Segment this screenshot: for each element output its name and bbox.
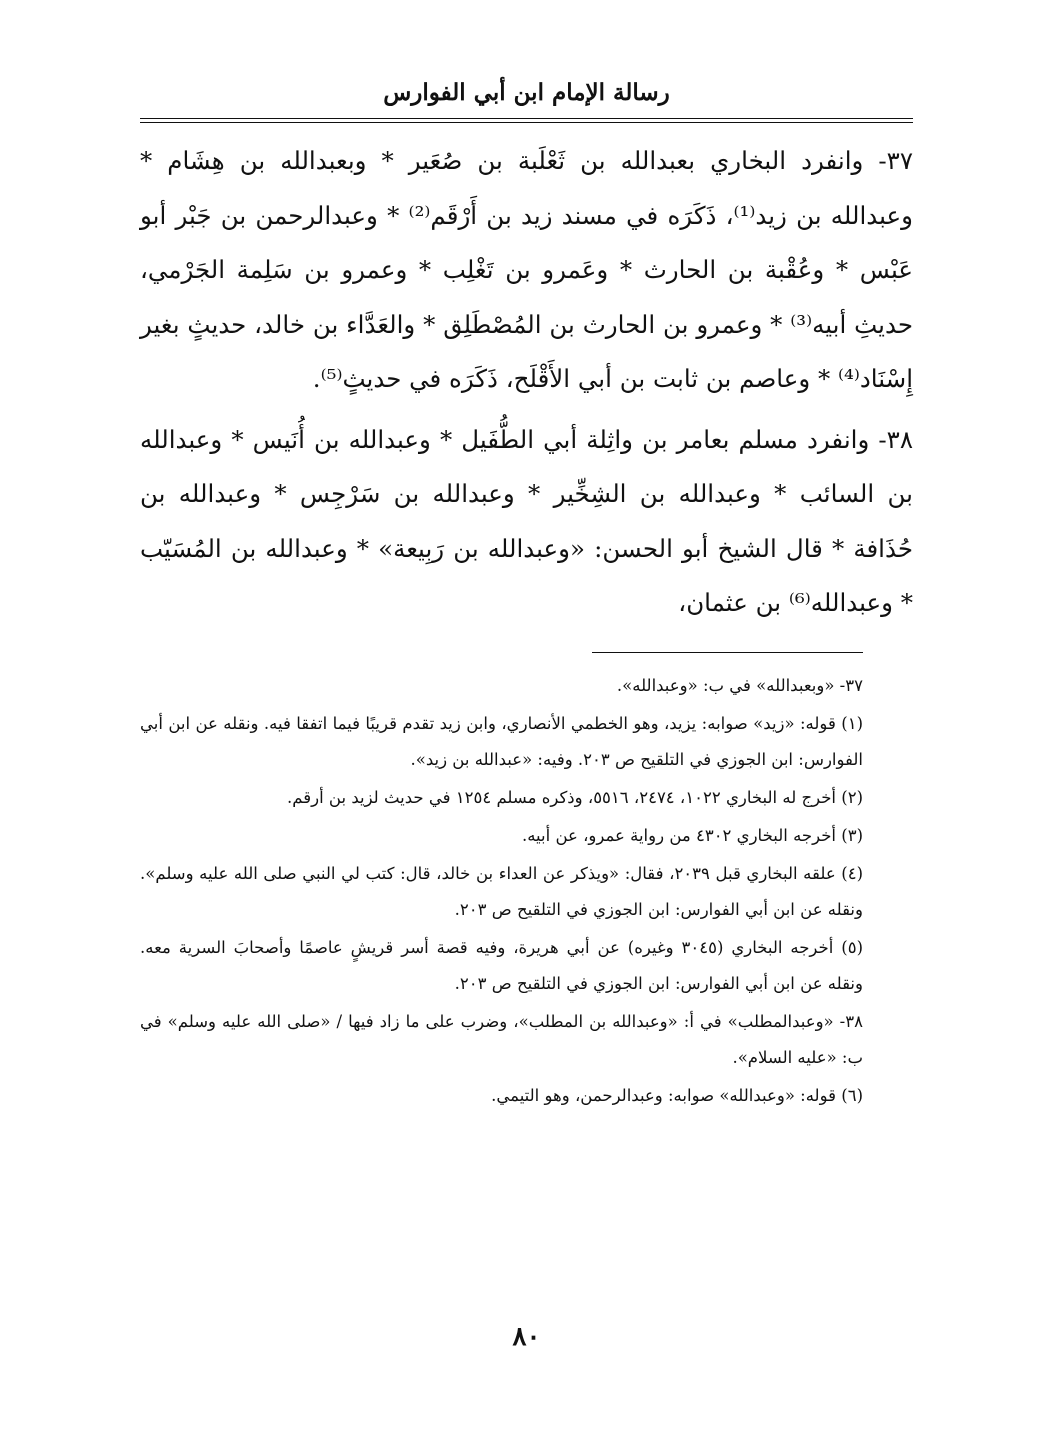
header-rule-thick [140,118,913,119]
paragraph-38: ٣٨- وانفرد مسلم بعامر بن واثِلة أبي الطُّفَيل * وعبدالله بن أُنَيس * وعبدالله بن السائب * وعبدالله بن الشِخِّير * وعبدالله بن سَرْجِس * وعبدالله بن حُذَافة * قال الشيخ أبو الحسن: «وعبدالله بن رَبِيعة» * وعبدالله بن المُسَيّب * وعبدالله⁽⁶⁾ بن عثمان، [140,424,913,617]
footnote-note-37: ٣٧- «وبعبدالله» في ب: «وعبدالله». [616,676,863,695]
main-text-block [140,134,913,635]
footnote-separator [592,652,863,653]
running-head-title: رسالة الإمام ابن أبي الفوارس [383,79,670,106]
paragraph-37: ٣٧- وانفرد البخاري بعبدالله بن ثَعْلَبة بن صُعَير * وبعبدالله بن هِشَام * وعبدالله بن زيد⁽¹⁾، ذَكَرَه في مسند زيد بن أَرْقَم⁽²⁾ * وعبدالرحمن بن جَبْر أبو عَبْس * وعُقْبة بن الحارث * وعَمرو بن تَغْلِب * وعمرو بن سَلِمة الجَرْمي، حديثِ أبيه⁽³⁾ * وعمرو بن الحارث بن المُصْطَلِق * والعَدَّاء بن خالد، حديثٍ بغير إِسْنَاد⁽⁴⁾ * وعاصم بن ثابت بن أبي الأَقْلَح، ذَكَرَه في حديثٍ⁽⁵⁾. [140,146,913,393]
footnote-1: (١) قوله: «زيد» صوابه: يزيد، وهو الخطمي الأنصاري، وابن زيد تقدم قريبًا فيما اتفقا فيه. ونقله عن ابن أبي الفوارس: ابن الجوزي في التلقيح ص ٢٠٣. وفيه: «عبدالله بن زيد». [140,714,863,769]
footnotes-block [140,668,863,1116]
footnote-note-38: ٣٨- «وعبدالمطلب» في أ: «وعبدالله بن المطلب»، وضرب على ما زاد فيها / «صلى الله عليه وسلم» في ب: «عليه السلام». [140,1012,863,1067]
header-rule-thin [140,122,913,123]
page-number: ٨٠ [512,1322,541,1352]
footnote-5: (٥) أخرجه البخاري (٣٠٤٥ وغيره) عن أبي هريرة، وفيه قصة أسر قريشٍ عاصمًا وأصحابَ السرية معه. ونقله عن ابن أبي الفوارس: ابن الجوزي في التلقيح ص ٢٠٣. [140,938,863,993]
footnote-6: (٦) قوله: «وعبدالله» صوابه: وعبدالرحمن، وهو التيمي. [491,1086,863,1105]
footnote-3: (٣) أخرجه البخاري ٤٣٠٢ من رواية عمرو، عن أبيه. [521,826,863,845]
footnote-2: (٢) أخرج له البخاري ١٠٢٢، ٢٤٧٤، ٥٥١٦، وذكره مسلم ١٢٥٤ في حديث لزيد بن أرقم. [287,788,863,807]
footnote-4: (٤) علقه البخاري قبل ٢٠٣٩، فقال: «ويذكر عن العداء بن خالد، قال: كتب لي النبي صلى الله عليه وسلم». ونقله عن ابن أبي الفوارس: ابن الجوزي في التلقيح ص ٢٠٣. [140,864,863,919]
